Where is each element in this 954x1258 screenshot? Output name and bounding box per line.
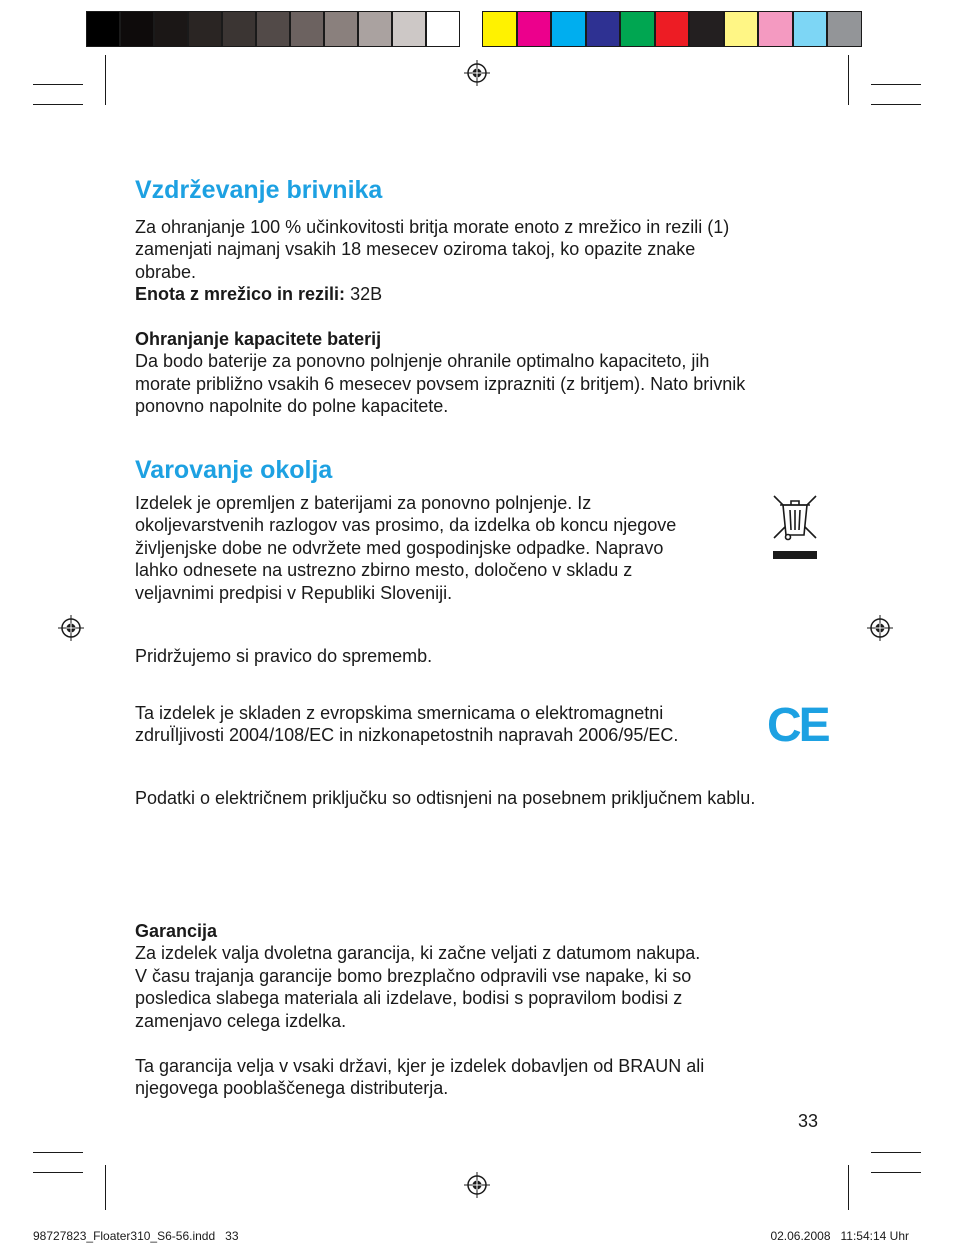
text-line: veljavnimi predpisi v Republiki Sloveniji. <box>135 582 453 603</box>
color-swatch <box>551 11 586 47</box>
color-swatch <box>724 11 759 47</box>
footer-file-name: 98727823_Floater310_S6-56.indd 33 <box>33 1229 239 1243</box>
electrical-info-text: Podatki o električnem priključku so odtisnjeni na posebnem priključnem kablu. <box>135 788 756 808</box>
text-line: posledica slabega materiala ali izdelave, bodisi s popravilom bodisi z <box>135 988 683 1009</box>
registration-mark-icon <box>867 615 893 641</box>
color-swatch <box>324 11 358 47</box>
text-line: lahko odnesete na ustrezno zbirno mesto, določeno v skladu z <box>135 560 633 581</box>
battery-paragraph <box>135 328 745 418</box>
text-line: morate približno vsakih 6 mesecev povsem izprazniti (z britjem). Nato brivnik <box>135 373 746 394</box>
text-line: zamenjavo celega izdelka. <box>135 1010 347 1031</box>
color-calibration-bar <box>482 11 862 47</box>
part-label: Enota z mrežico in rezili: <box>135 284 346 305</box>
color-swatch <box>655 11 690 47</box>
text-line: Da bodo baterije za ponovno polnjenje ohranile optimalno kapaciteto, jih <box>135 351 710 372</box>
color-swatch <box>120 11 154 47</box>
color-swatch <box>358 11 392 47</box>
text-line: ponovno napolnite do polne kapacitete. <box>135 396 449 417</box>
section-title-shaver-maintenance: Vzdrževanje brivnika <box>135 176 383 204</box>
color-swatch <box>426 11 460 47</box>
part-value: 32B <box>350 284 383 305</box>
color-swatch <box>793 11 828 47</box>
color-swatch <box>827 11 862 47</box>
text-line: obrabe. <box>135 261 197 282</box>
color-swatch <box>154 11 188 47</box>
color-swatch <box>620 11 655 47</box>
color-swatch <box>586 11 621 47</box>
text-line: V času trajanja garancije bomo brezplačno odpravili vse napake, ki so <box>135 965 692 986</box>
color-swatch <box>482 11 517 47</box>
subheading-battery: Ohranjanje kapacitete baterij <box>135 329 382 349</box>
footer-timestamp: 02.06.2008 11:54:14 Uhr <box>770 1229 909 1243</box>
text-line: njegovega pooblaščenega distributerja. <box>135 1078 449 1099</box>
warranty-scope-paragraph <box>135 1055 704 1100</box>
text-line: življenjske dobe ne odvržete med gospodinjske odpadke. Napravo <box>135 537 664 558</box>
grayscale-calibration-bar <box>86 11 460 47</box>
color-swatch <box>689 11 724 47</box>
color-swatch <box>222 11 256 47</box>
color-swatch <box>256 11 290 47</box>
color-swatch <box>758 11 793 47</box>
ce-mark-icon: CE <box>767 699 828 752</box>
text-line: Za ohranjanje 100 % učinkovitosti britja morate enoto z mrežico in rezili (1) <box>135 217 730 237</box>
subheading-warranty: Garancija <box>135 921 218 941</box>
text-line: zdruÏljivosti 2004/108/EC in nizkonapetostnih napravah 2006/95/EC. <box>135 725 679 746</box>
registration-mark-icon <box>464 60 490 86</box>
text-line: okoljevarstvenih razlogov vas prosimo, da izdelka ob koncu njegove <box>135 515 677 536</box>
text-line: Ta garancija velja v vsaki državi, kjer je izdelek dobavljen od BRAUN ali <box>135 1056 705 1076</box>
ce-compliance-paragraph <box>135 702 678 747</box>
section-title-environment: Varovanje okolja <box>135 456 333 484</box>
warranty-paragraph <box>135 920 700 1032</box>
registration-mark-icon <box>464 1172 490 1198</box>
color-swatch <box>290 11 324 47</box>
text-line: Izdelek je opremljen z baterijami za ponovno polnjenje. Iz <box>135 493 592 513</box>
color-swatch <box>517 11 552 47</box>
text-line: Za izdelek valja dvoletna garancija, ki začne veljati z datumom nakupa. <box>135 943 701 964</box>
color-swatch <box>392 11 426 47</box>
page-number: 33 <box>798 1111 819 1131</box>
reservation-text: Pridržujemo si pravico do sprememb. <box>135 646 433 666</box>
color-swatch <box>86 11 120 47</box>
text-line: zamenjati najmanj vsakih 18 mesecev oziroma takoj, ko opazite znake <box>135 239 696 260</box>
environment-paragraph <box>135 492 676 604</box>
color-swatch <box>188 11 222 47</box>
registration-mark-icon <box>58 615 84 641</box>
text-line: Ta izdelek je skladen z evropskima smernicama o elektromagnetni <box>135 703 664 723</box>
replacement-paragraph <box>135 216 729 306</box>
weee-crossed-bin-icon <box>770 493 820 563</box>
